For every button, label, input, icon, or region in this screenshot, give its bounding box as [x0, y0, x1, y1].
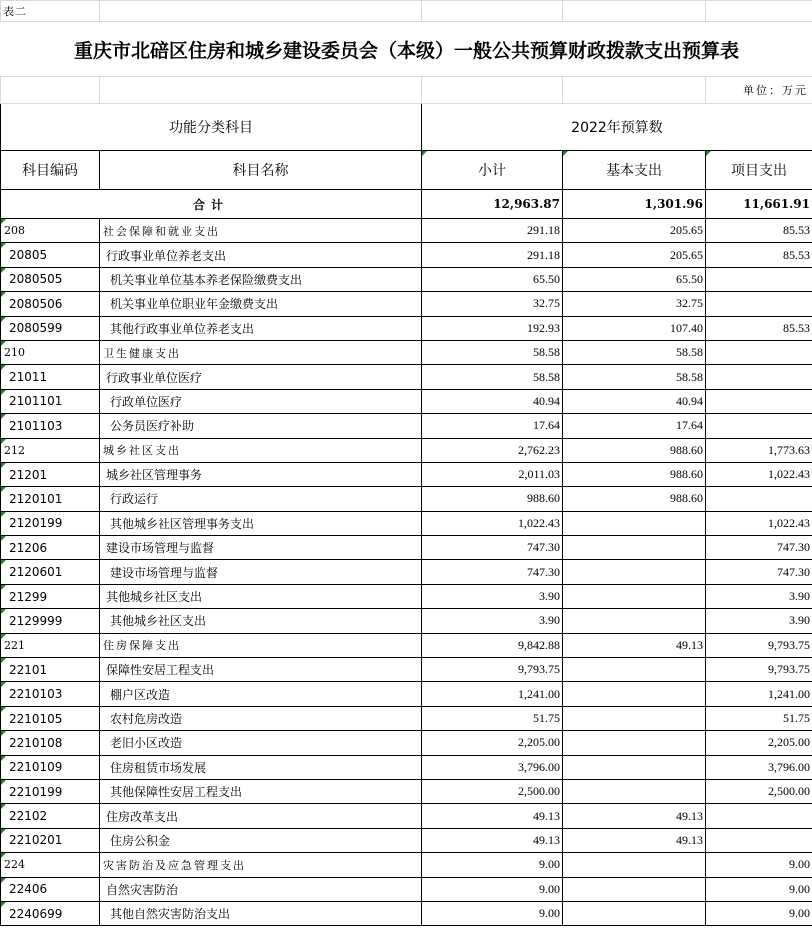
- row-subtotal[interactable]: 3.90: [422, 609, 563, 633]
- row-basic[interactable]: 49.13: [563, 828, 706, 852]
- row-basic[interactable]: [563, 755, 706, 779]
- row-project[interactable]: [706, 292, 812, 316]
- table-row: [1, 609, 812, 633]
- row-project[interactable]: 51.75: [706, 706, 812, 730]
- row-subtotal[interactable]: 3.90: [422, 584, 563, 608]
- row-subtotal[interactable]: 2,500.00: [422, 779, 563, 803]
- row-code[interactable]: 20805: [1, 243, 100, 267]
- row-subtotal[interactable]: 49.13: [422, 828, 563, 852]
- row-project[interactable]: 1,241.00: [706, 682, 812, 706]
- table-row: [1, 755, 812, 779]
- header-basic[interactable]: 基本支出: [563, 151, 706, 190]
- row-subtotal[interactable]: 9.00: [422, 853, 563, 877]
- row-project[interactable]: 1,773.63: [706, 438, 812, 462]
- row-project[interactable]: [706, 340, 812, 364]
- row-basic[interactable]: [563, 658, 706, 682]
- row-name[interactable]: 卫生健康支出: [100, 340, 422, 364]
- row-name[interactable]: 自然灾害防治: [100, 877, 422, 901]
- row-basic[interactable]: 988.60: [563, 487, 706, 511]
- row-name[interactable]: 行政单位医疗: [100, 389, 422, 413]
- row-subtotal[interactable]: 32.75: [422, 292, 563, 316]
- row-name[interactable]: 住房公积金: [100, 828, 422, 852]
- row-project[interactable]: 3,796.00: [706, 755, 812, 779]
- row-basic[interactable]: [563, 706, 706, 730]
- row-basic[interactable]: 205.65: [563, 243, 706, 267]
- table-row: [1, 804, 812, 828]
- row-code[interactable]: 2210199: [1, 779, 100, 803]
- table-row: [1, 901, 812, 925]
- total-project[interactable]: 11,661.91: [706, 190, 812, 219]
- row-basic[interactable]: [563, 731, 706, 755]
- row-code[interactable]: 22406: [1, 877, 100, 901]
- row-subtotal[interactable]: 9,793.75: [422, 658, 563, 682]
- row-project[interactable]: 747.30: [706, 560, 812, 584]
- row-basic[interactable]: 65.50: [563, 267, 706, 291]
- row-name[interactable]: 老旧小区改造: [100, 731, 422, 755]
- row-code[interactable]: 21011: [1, 365, 100, 389]
- row-subtotal[interactable]: 51.75: [422, 706, 563, 730]
- row-name[interactable]: 机关事业单位职业年金缴费支出: [100, 292, 422, 316]
- row-basic[interactable]: [563, 609, 706, 633]
- table-row: [1, 243, 812, 267]
- row-code[interactable]: 2210109: [1, 755, 100, 779]
- row-code[interactable]: 2210105: [1, 706, 100, 730]
- row-name[interactable]: 其他保障性安居工程支出: [100, 779, 422, 803]
- row-name[interactable]: 保障性安居工程支出: [100, 658, 422, 682]
- row-basic[interactable]: 107.40: [563, 316, 706, 340]
- table-row: [1, 438, 812, 462]
- row-name[interactable]: 其他城乡社区支出: [100, 609, 422, 633]
- row-name[interactable]: 城乡社区支出: [100, 438, 422, 462]
- row-basic[interactable]: 49.13: [563, 633, 706, 657]
- table-row: [1, 267, 812, 291]
- table-row: [1, 292, 812, 316]
- row-code[interactable]: 21206: [1, 536, 100, 560]
- row-subtotal[interactable]: 49.13: [422, 804, 563, 828]
- row-name[interactable]: 行政运行: [100, 487, 422, 511]
- row-subtotal[interactable]: 1,241.00: [422, 682, 563, 706]
- row-subtotal[interactable]: 65.50: [422, 267, 563, 291]
- row-subtotal[interactable]: 9,842.88: [422, 633, 563, 657]
- row-name[interactable]: 农村危房改造: [100, 706, 422, 730]
- row-subtotal[interactable]: 58.58: [422, 340, 563, 364]
- row-project[interactable]: [706, 804, 812, 828]
- row-project[interactable]: [706, 365, 812, 389]
- unit-row: [1, 77, 812, 104]
- row-name[interactable]: 棚户区改造: [100, 682, 422, 706]
- row-project[interactable]: 85.53: [706, 316, 812, 340]
- row-code[interactable]: 2129999: [1, 609, 100, 633]
- row-project[interactable]: 3.90: [706, 609, 812, 633]
- row-project[interactable]: 9.00: [706, 901, 812, 925]
- table-row: [1, 316, 812, 340]
- header-budget-year[interactable]: 2022年预算数: [422, 104, 812, 151]
- row-project[interactable]: 3.90: [706, 584, 812, 608]
- row-subtotal[interactable]: 291.18: [422, 219, 563, 243]
- row-basic[interactable]: [563, 853, 706, 877]
- row-subtotal[interactable]: 3,796.00: [422, 755, 563, 779]
- row-code[interactable]: 2101101: [1, 389, 100, 413]
- row-code[interactable]: 224: [1, 853, 100, 877]
- header-func-category[interactable]: 功能分类科目: [1, 104, 422, 151]
- row-basic[interactable]: 58.58: [563, 340, 706, 364]
- row-code[interactable]: 2120601: [1, 560, 100, 584]
- row-name[interactable]: 机关事业单位基本养老保险缴费支出: [100, 267, 422, 291]
- row-subtotal[interactable]: 2,762.23: [422, 438, 563, 462]
- total-row: [1, 190, 812, 219]
- row-name[interactable]: 其他行政事业单位养老支出: [100, 316, 422, 340]
- row-subtotal[interactable]: 747.30: [422, 536, 563, 560]
- row-subtotal[interactable]: 9.00: [422, 877, 563, 901]
- row-basic[interactable]: 988.60: [563, 438, 706, 462]
- header-row-1: [1, 104, 812, 151]
- table-row: [1, 779, 812, 803]
- row-code[interactable]: 2120199: [1, 511, 100, 535]
- row-basic[interactable]: 49.13: [563, 804, 706, 828]
- row-name[interactable]: 其他城乡社区支出: [100, 584, 422, 608]
- row-code[interactable]: 21299: [1, 584, 100, 608]
- row-basic[interactable]: 32.75: [563, 292, 706, 316]
- table-row: [1, 462, 812, 486]
- header-code[interactable]: 科目编码: [1, 151, 100, 190]
- row-basic[interactable]: 205.65: [563, 219, 706, 243]
- row-code[interactable]: 221: [1, 633, 100, 657]
- row-name[interactable]: 其他自然灾害防治支出: [100, 901, 422, 925]
- row-project[interactable]: 9.00: [706, 853, 812, 877]
- table-row: [1, 365, 812, 389]
- table-row: [1, 536, 812, 560]
- table-row: [1, 389, 812, 413]
- row-subtotal[interactable]: 291.18: [422, 243, 563, 267]
- table-row: [1, 682, 812, 706]
- table-row: [1, 560, 812, 584]
- table-row: [1, 487, 812, 511]
- row-subtotal[interactable]: 2,205.00: [422, 731, 563, 755]
- table-row: [1, 340, 812, 364]
- row-code[interactable]: 210: [1, 340, 100, 364]
- row-subtotal[interactable]: 2,011.03: [422, 462, 563, 486]
- row-code[interactable]: 208: [1, 219, 100, 243]
- table-row: [1, 219, 812, 243]
- row-subtotal[interactable]: 1,022.43: [422, 511, 563, 535]
- row-name[interactable]: 公务员医疗补助: [100, 414, 422, 438]
- row-code[interactable]: 212: [1, 438, 100, 462]
- row-name[interactable]: 建设市场管理与监督: [100, 536, 422, 560]
- row-project[interactable]: 9.00: [706, 877, 812, 901]
- row-subtotal[interactable]: 58.58: [422, 365, 563, 389]
- row-code[interactable]: 2210201: [1, 828, 100, 852]
- row-name[interactable]: 住房保障支出: [100, 633, 422, 657]
- row-code[interactable]: 2080505: [1, 267, 100, 291]
- table-tag[interactable]: 表二: [1, 1, 100, 22]
- row-project[interactable]: 2,500.00: [706, 779, 812, 803]
- row-project[interactable]: 9,793.75: [706, 633, 812, 657]
- row-subtotal[interactable]: 9.00: [422, 901, 563, 925]
- row-code[interactable]: 2210103: [1, 682, 100, 706]
- row-name[interactable]: 灾害防治及应急管理支出: [100, 853, 422, 877]
- row-name[interactable]: 建设市场管理与监督: [100, 560, 422, 584]
- row-subtotal[interactable]: 40.94: [422, 389, 563, 413]
- row-code[interactable]: 21201: [1, 462, 100, 486]
- unit-label[interactable]: 单位：万元: [706, 77, 812, 104]
- row-basic[interactable]: [563, 536, 706, 560]
- row-basic[interactable]: [563, 877, 706, 901]
- row-subtotal[interactable]: 988.60: [422, 487, 563, 511]
- row-project[interactable]: 85.53: [706, 219, 812, 243]
- row-basic[interactable]: 988.60: [563, 462, 706, 486]
- row-name[interactable]: 行政事业单位养老支出: [100, 243, 422, 267]
- row-code[interactable]: 22101: [1, 658, 100, 682]
- row-basic[interactable]: [563, 901, 706, 925]
- row-name[interactable]: 住房改革支出: [100, 804, 422, 828]
- row-project[interactable]: 2,205.00: [706, 731, 812, 755]
- table-row: [1, 584, 812, 608]
- row-basic[interactable]: [563, 584, 706, 608]
- row-basic[interactable]: 40.94: [563, 389, 706, 413]
- row-project[interactable]: 747.30: [706, 536, 812, 560]
- row-subtotal[interactable]: 192.93: [422, 316, 563, 340]
- row-project[interactable]: [706, 828, 812, 852]
- table-row: [1, 706, 812, 730]
- row-project[interactable]: [706, 267, 812, 291]
- row-code[interactable]: 2101103: [1, 414, 100, 438]
- row-subtotal[interactable]: 747.30: [422, 560, 563, 584]
- table-row: [1, 658, 812, 682]
- row-basic[interactable]: 17.64: [563, 414, 706, 438]
- row-code[interactable]: 2210108: [1, 731, 100, 755]
- row-basic[interactable]: [563, 779, 706, 803]
- table-row: [1, 731, 812, 755]
- row-project[interactable]: [706, 389, 812, 413]
- row-code[interactable]: 2080599: [1, 316, 100, 340]
- row-subtotal[interactable]: 17.64: [422, 414, 563, 438]
- table-row: [1, 828, 812, 852]
- row-name[interactable]: 其他城乡社区管理事务支出: [100, 511, 422, 535]
- header-row-2: [1, 151, 812, 190]
- row-project[interactable]: [706, 487, 812, 511]
- row-name[interactable]: 住房租赁市场发展: [100, 755, 422, 779]
- row-basic[interactable]: [563, 560, 706, 584]
- row-name[interactable]: 城乡社区管理事务: [100, 462, 422, 486]
- header-subtotal[interactable]: 小计: [422, 151, 563, 190]
- row-code[interactable]: 2120101: [1, 487, 100, 511]
- row-project[interactable]: 85.53: [706, 243, 812, 267]
- table-row: [1, 853, 812, 877]
- table-row: [1, 633, 812, 657]
- row-project[interactable]: [706, 414, 812, 438]
- table-row: [1, 877, 812, 901]
- row-code[interactable]: 2080506: [1, 292, 100, 316]
- row-code[interactable]: 2240699: [1, 901, 100, 925]
- total-label[interactable]: 合计: [1, 190, 422, 219]
- header-project[interactable]: 项目支出: [706, 151, 812, 190]
- page-title[interactable]: 重庆市北碚区住房和城乡建设委员会（本级）一般公共预算财政拨款支出预算表: [1, 22, 812, 77]
- row-project[interactable]: 1,022.43: [706, 462, 812, 486]
- row-code[interactable]: 22102: [1, 804, 100, 828]
- header-name[interactable]: 科目名称: [100, 151, 422, 190]
- row-name[interactable]: 社会保障和就业支出: [100, 219, 422, 243]
- table-row: [1, 511, 812, 535]
- row-name[interactable]: 行政事业单位医疗: [100, 365, 422, 389]
- table-row: [1, 414, 812, 438]
- sheet-tag-row: [1, 1, 812, 22]
- title-row: [1, 22, 812, 77]
- row-project[interactable]: 1,022.43: [706, 511, 812, 535]
- row-project[interactable]: 9,793.75: [706, 658, 812, 682]
- row-basic[interactable]: 58.58: [563, 365, 706, 389]
- row-basic[interactable]: [563, 511, 706, 535]
- total-subtotal[interactable]: 12,963.87: [422, 190, 563, 219]
- total-basic[interactable]: 1,301.96: [563, 190, 706, 219]
- row-basic[interactable]: [563, 682, 706, 706]
